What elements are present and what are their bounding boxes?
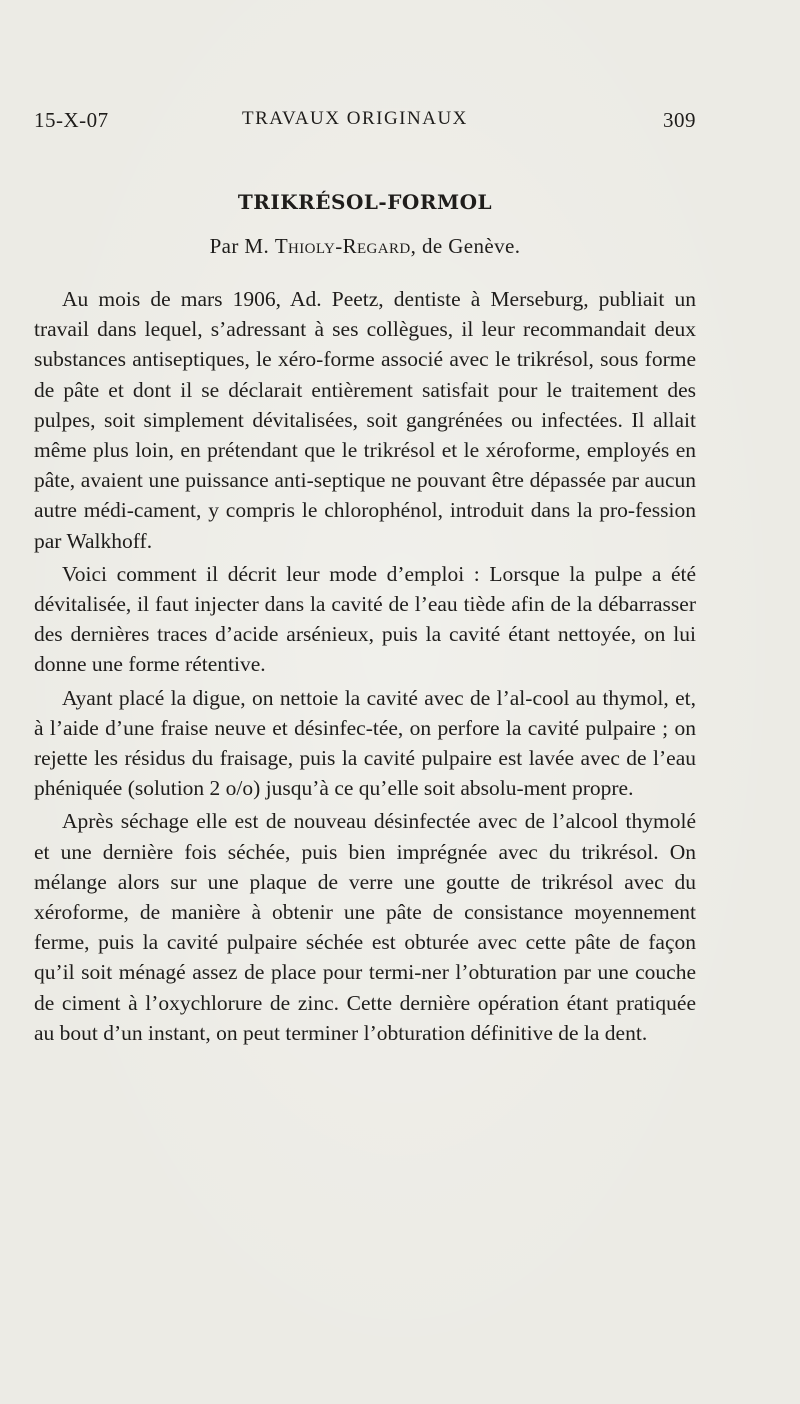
paragraph: Ayant placé la digue, on nettoie la cavité avec de l’al-cool au thymol, et, à l’aide d’une fraise neuve et désinfec-tée, on perfore la cavité pulpaire ; on rejette les résidus du fraisage, puis la cavité pulpaire est lavée avec de l’eau phéniquée (solution 2 o/o) jusqu’à ce qu’elle soit absolu-ment propre.	[34, 685, 696, 801]
running-header	[34, 108, 696, 138]
article-body	[34, 284, 696, 1048]
paragraph: Après séchage elle est de nouveau désinfectée avec de l’alcool thymolé et une dernière fois séchée, puis bien imprégnée avec du trikrésol. On mélange alors sur une plaque de verre une goutte de trikrésol avec du xéroforme, de manière à obtenir une pâte de consistance moyennement ferme, puis la cavité pulpaire séchée est obturée avec cette pâte de façon qu’il soit ménagé assez de place pour termi-ner l’obturation par une couche de ciment à l’oxychlorure de zinc. Cette dernière opération étant pratiquée au bout d’un instant, on peut terminer l’obturation définitive de la dent.	[34, 809, 696, 1045]
issue-date: 15-X-07	[34, 108, 109, 132]
page-number: 309	[663, 108, 696, 132]
byline-prefix: Par M.	[209, 234, 270, 258]
author-name: Thioly-Regard	[274, 234, 411, 258]
section-title: TRAVAUX ORIGINAUX	[242, 108, 468, 129]
article-byline	[0, 234, 730, 259]
paragraph: Au mois de mars 1906, Ad. Peetz, dentiste à Merseburg, publiait un travail dans lequel, s’adressant à ses collègues, il leur recommandait deux substances antiseptiques, le xéro-forme associé avec le trikrésol, sous forme de pâte et dont il se déclarait entièrement satisfait pour le traitement des pulpes, soit simplement dévitalisées, soit gangrénées ou infectées. Il allait même plus loin, en prétendant que le trikrésol et le xéroforme, employés en pâte, avaient une puissance anti-septique ne pouvant être dépassée par aucun autre médi-cament, y compris le chlorophénol, introduit dans la pro-fession par Walkhoff.	[34, 287, 696, 553]
article-title: TRIKRÉSOL-FORMOL	[237, 190, 493, 214]
byline-suffix: , de Genève.	[410, 234, 521, 258]
paragraph: Voici comment il décrit leur mode d’emploi : Lorsque la pulpe a été dévitalisée, il faut injecter dans la cavité de l’eau tiède afin de la débarrasser des dernières traces d’acide arsénieux, puis la cavité étant nettoyée, on lui donne une forme rétentive.	[34, 561, 696, 677]
